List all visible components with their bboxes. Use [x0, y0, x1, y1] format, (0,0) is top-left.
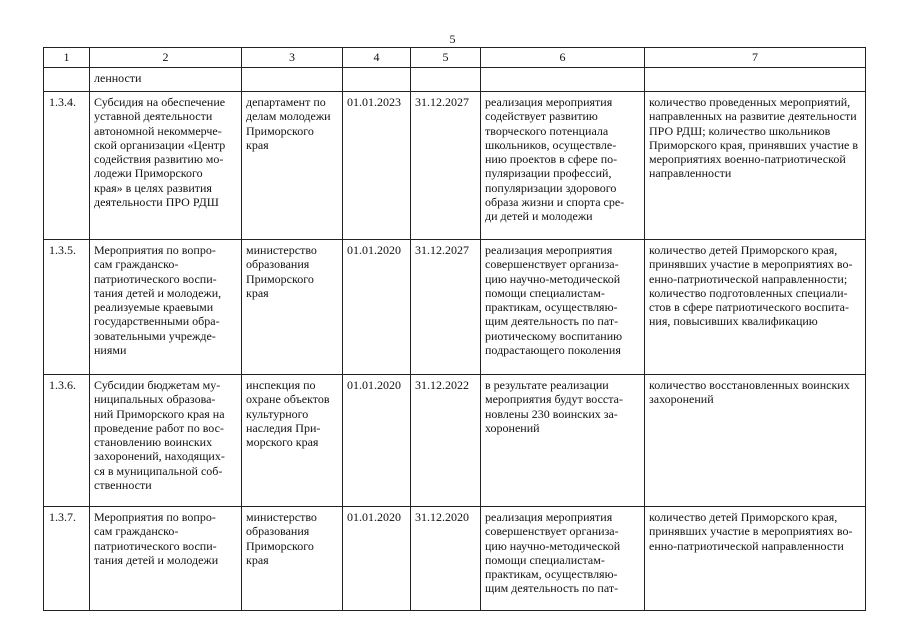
text-line: хоронений [485, 420, 540, 435]
text-line: министерство [246, 243, 317, 257]
start-date: 01.01.2020 [343, 507, 411, 611]
text-line: Субсидия на обеспечение [94, 95, 226, 109]
text-line: цию научно-методической [485, 271, 621, 286]
text-line: зовательными учрежде- [94, 328, 216, 343]
expected-result [481, 92, 645, 240]
text-line: направленности [649, 166, 732, 181]
text-line: проведение работ по вос- [94, 420, 224, 435]
column-header: 7 [645, 48, 866, 68]
text-line: ской организации «Центр [94, 137, 226, 152]
text-line: захоронений, находящих- [94, 449, 225, 464]
text-line: ний Приморского края на [94, 406, 225, 421]
text-line: мероприятия будут восста- [485, 392, 623, 407]
text-line: количество восстановленных воинских [649, 378, 850, 392]
text-line: творческого потенциала [485, 123, 609, 138]
text-line: Приморского [246, 123, 314, 138]
column-header-row [44, 48, 866, 68]
text-line: Мероприятия по вопро- [94, 243, 216, 257]
text-line: ниципальных образова- [94, 392, 216, 407]
text-line: делам молодежи [246, 109, 331, 124]
column-header: 5 [411, 48, 481, 68]
indicators [645, 375, 866, 507]
text-line: ди детей и молодежи [485, 209, 593, 224]
start-date: 01.01.2023 [343, 92, 411, 240]
text-line: количество детей Приморского края, [649, 243, 838, 257]
program-table [43, 47, 866, 611]
row-number: 1.3.5. [44, 240, 90, 375]
table-row [44, 375, 866, 507]
page-number: 5 [449, 32, 456, 46]
column-header: 3 [242, 48, 343, 68]
text-line: сам гражданско- [94, 524, 179, 539]
end-date: 31.12.2022 [411, 375, 481, 507]
end-date: 31.12.2027 [411, 240, 481, 375]
text-line: ПРО РДШ; количество школьников [649, 123, 831, 138]
table-cell [44, 68, 90, 92]
text-line: щим деятельность по пат- [485, 314, 619, 329]
text-line: стов в сфере патриотического воспита- [649, 300, 849, 315]
table-cell [242, 68, 343, 92]
text-line: в результате реализации [485, 378, 609, 392]
indicators [645, 507, 866, 611]
text-line: реализуемые краевыми [94, 300, 214, 315]
text-line: ся в муниципальной соб- [94, 463, 223, 478]
column-header: 1 [44, 48, 90, 68]
text-line: наследия При- [246, 420, 321, 435]
executor [242, 92, 343, 240]
text-line: практикам, осуществляю- [485, 567, 618, 582]
text-line: ния, повысивших квалификацию [649, 314, 818, 329]
column-header: 4 [343, 48, 411, 68]
text-line: образа жизни и спорта сре- [485, 195, 625, 210]
text-line: морского края [246, 435, 319, 450]
text-line: енно-патриотической направленности [649, 538, 844, 553]
column-header: 6 [481, 48, 645, 68]
text-line: щим деятельность по пат- [485, 581, 619, 596]
table-cell [343, 68, 411, 92]
text-line: количество проведенных мероприятий, [649, 95, 851, 109]
text-line: образования [246, 524, 310, 539]
text-line: культурного [246, 406, 309, 421]
table-cell [481, 68, 645, 92]
column-header: 2 [90, 48, 242, 68]
text-line: Приморского [246, 538, 314, 553]
text-line: количество подготовленных специали- [649, 285, 848, 300]
text-line: края [246, 137, 269, 152]
activity-name [90, 507, 242, 611]
text-line: края [246, 552, 269, 567]
row-number: 1.3.4. [44, 92, 90, 240]
indicators [645, 240, 866, 375]
table-cell [411, 68, 481, 92]
text-line: совершенствует организа- [485, 257, 619, 272]
text-line: реализация мероприятия [485, 243, 613, 257]
text-line: Приморского края, принявших участие в [649, 137, 858, 152]
text-line: принявших участие в мероприятиях во- [649, 524, 853, 539]
text-line: пуляризации профессий, [485, 166, 612, 181]
activity-name [90, 92, 242, 240]
end-date: 31.12.2020 [411, 507, 481, 611]
text-line: новлены 230 воинских за- [485, 406, 618, 421]
text-line: сам гражданско- [94, 257, 179, 272]
text-line: енно-патриотической направленности; [649, 271, 848, 286]
table-cell [645, 68, 866, 92]
text-line: департамент по [246, 95, 326, 109]
text-line: образования [246, 257, 310, 272]
text-line: популяризации здорового [485, 180, 617, 195]
continuation-text: ленности [90, 68, 242, 92]
expected-result [481, 375, 645, 507]
text-line: содействия развитию мо- [94, 152, 224, 167]
text-line: автономной некоммерче- [94, 123, 222, 138]
text-line: уставной деятельности [94, 109, 213, 124]
table-row [44, 240, 866, 375]
text-line: лодежи Приморского [94, 166, 203, 181]
activity-name [90, 375, 242, 507]
text-line: цию научно-методической [485, 538, 621, 553]
text-line: ственности [94, 478, 152, 493]
text-line: количество детей Приморского края, [649, 510, 838, 524]
indicators [645, 92, 866, 240]
text-line: риотическому воспитанию [485, 328, 623, 343]
table-row [44, 92, 866, 240]
text-line: практикам, осуществляю- [485, 300, 618, 315]
text-line: патриотического воспи- [94, 271, 217, 286]
text-line: тания детей и молодежи, [94, 285, 222, 300]
text-line: направленных на развитие деятельности [649, 109, 857, 124]
text-line: края [246, 285, 269, 300]
row-number: 1.3.7. [44, 507, 90, 611]
text-line: деятельности ПРО РДШ [94, 195, 219, 210]
end-date: 31.12.2027 [411, 92, 481, 240]
text-line: министерство [246, 510, 317, 524]
text-line: помощи специалистам- [485, 552, 605, 567]
text-line: нию проектов в сфере по- [485, 152, 618, 167]
expected-result [481, 240, 645, 375]
text-line: школьников, осуществле- [485, 137, 617, 152]
text-line: охране объектов [246, 392, 330, 407]
expected-result [481, 507, 645, 611]
text-line: инспекция по [246, 378, 316, 392]
text-line: реализация мероприятия [485, 95, 613, 109]
text-line: реализация мероприятия [485, 510, 613, 524]
text-line: Субсидии бюджетам му- [94, 378, 221, 392]
text-line: захоронений [649, 392, 714, 407]
executor [242, 240, 343, 375]
start-date: 01.01.2020 [343, 375, 411, 507]
text-line: Мероприятия по вопро- [94, 510, 216, 524]
text-line: Приморского [246, 271, 314, 286]
text-line: содействует развитию [485, 109, 598, 124]
start-date: 01.01.2020 [343, 240, 411, 375]
text-line: края» в целях развития [94, 180, 212, 195]
table-row [44, 507, 866, 611]
text-line: совершенствует организа- [485, 524, 619, 539]
text-line: принявших участие в мероприятиях во- [649, 257, 853, 272]
text-line: мероприятиях военно-патриотической [649, 152, 846, 167]
text-line: становлению воинских [94, 435, 213, 450]
executor [242, 507, 343, 611]
text-line: подрастающего поколения [485, 343, 621, 358]
text-line: ниями [94, 343, 127, 358]
text-line: помощи специалистам- [485, 285, 605, 300]
row-number: 1.3.6. [44, 375, 90, 507]
activity-name [90, 240, 242, 375]
text-line: патриотического воспи- [94, 538, 217, 553]
continuation-row [44, 68, 866, 92]
text-line: тания детей и молодежи [94, 552, 219, 567]
text-line: государственными обра- [94, 314, 220, 329]
executor [242, 375, 343, 507]
